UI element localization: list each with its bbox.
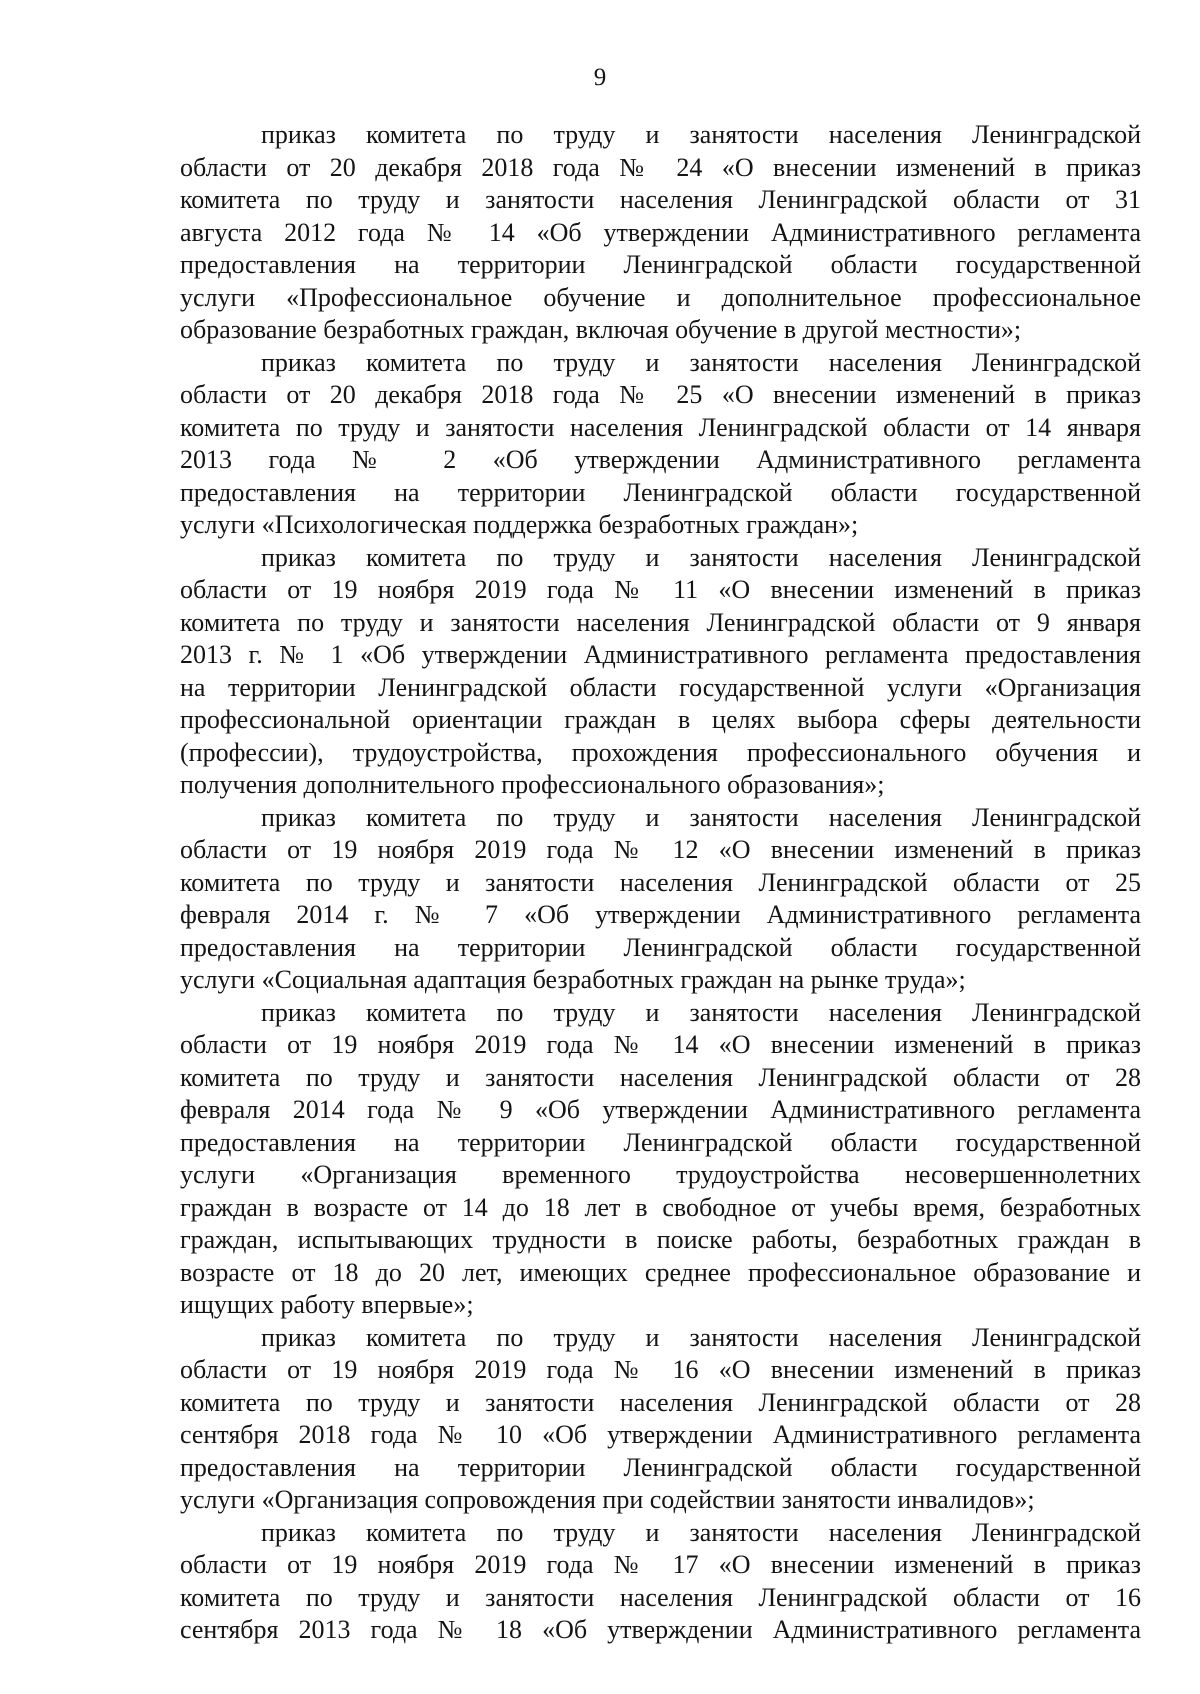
paragraph-line: на территории Ленинградской области государственной услуги «Организация: [180, 672, 1141, 702]
paragraph-line: комитета по труду и занятости населения Ленинградской области от 31: [180, 185, 1141, 214]
paragraph-line: приказ комитета по труду и занятости населения Ленинградской: [261, 347, 1141, 377]
paragraph-line: февраля 2014 года № 9 «Об утверждении Административного регламента: [180, 1095, 1141, 1124]
paragraph-line: приказ комитета по труду и занятости населения Ленинградской: [261, 997, 1141, 1027]
paragraph-line: ищущих работу впервые»;: [180, 1290, 474, 1319]
paragraph-line: приказ комитета по труду и занятости населения Ленинградской: [261, 802, 1141, 832]
paragraph-line: 2013 года № 2 «Об утверждении Административного регламента: [180, 445, 1141, 474]
paragraph-line: области от 19 ноября 2019 года № 14 «О внесении изменений в приказ: [180, 1030, 1141, 1059]
paragraph-line: (профессии), трудоустройства, прохождения профессионального обучения и: [180, 737, 1141, 767]
paragraph-line: услуги «Организация временного трудоустройства несовершеннолетних: [180, 1160, 1141, 1189]
paragraph-line: предоставления на территории Ленинградской области государственной: [180, 250, 1141, 279]
order-paragraph: [180, 997, 1141, 1322]
paragraph-line: предоставления на территории Ленинградской области государственной: [180, 932, 1141, 962]
order-paragraph: [180, 802, 1141, 997]
paragraph-line: сентября 2013 года № 18 «Об утверждении Административного регламента: [180, 1615, 1141, 1644]
document-body: [180, 119, 1141, 1647]
paragraph-line: приказ комитета по труду и занятости населения Ленинградской: [261, 1517, 1141, 1547]
paragraph-line: возрасте от 18 до 20 лет, имеющих среднее профессиональное образование и: [180, 1257, 1141, 1287]
paragraph-line: области от 19 ноября 2019 года № 12 «О внесении изменений в приказ: [180, 835, 1141, 864]
paragraph-line: комитета по труду и занятости населения Ленинградской области от 28: [180, 1387, 1141, 1417]
paragraph-line: предоставления на территории Ленинградской области государственной: [180, 1452, 1141, 1482]
paragraph-line: области от 19 ноября 2019 года № 17 «О внесении изменений в приказ: [180, 1550, 1141, 1579]
paragraph-line: августа 2012 года № 14 «Об утверждении Административного регламента: [180, 217, 1141, 247]
paragraph-line: приказ комитета по труду и занятости населения Ленинградской: [261, 1322, 1141, 1352]
paragraph-line: области от 20 декабря 2018 года № 25 «О внесении изменений в приказ: [180, 380, 1141, 409]
paragraph-line: приказ комитета по труду и занятости населения Ленинградской: [261, 120, 1141, 149]
paragraph-line: предоставления на территории Ленинградской области государственной: [180, 1127, 1141, 1157]
order-paragraph: [180, 1322, 1141, 1517]
paragraph-line: граждан, испытывающих трудности в поиске работы, безработных граждан в: [180, 1225, 1141, 1254]
paragraph-line: комитета по труду и занятости населения Ленинградской области от 28: [180, 1062, 1141, 1092]
paragraph-line: комитета по труду и занятости населения Ленинградской области от 25: [180, 867, 1141, 897]
order-paragraph: [180, 1517, 1141, 1647]
paragraph-line: области от 20 декабря 2018 года № 24 «О внесении изменений в приказ: [180, 152, 1141, 182]
paragraph-line: профессиональной ориентации граждан в целях выбора сферы деятельности: [180, 705, 1141, 734]
page-number: 9: [593, 64, 607, 91]
paragraph-line: услуги «Социальная адаптация безработных граждан на рынке труда»;: [180, 965, 966, 994]
order-paragraph: [180, 119, 1141, 347]
paragraph-line: предоставления на территории Ленинградской области государственной: [180, 477, 1141, 507]
paragraph-line: комитета по труду и занятости населения Ленинградской области от 9 января: [180, 607, 1141, 637]
paragraph-line: сентября 2018 года № 10 «Об утверждении Административного регламента: [180, 1420, 1141, 1449]
paragraph-line: услуги «Профессиональное обучение и дополнительное профессиональное: [180, 282, 1141, 312]
paragraph-line: области от 19 ноября 2019 года № 16 «О внесении изменений в приказ: [180, 1355, 1141, 1384]
paragraph-line: февраля 2014 г. № 7 «Об утверждении Административного регламента: [180, 900, 1141, 929]
paragraph-line: 2013 г. № 1 «Об утверждении Административного регламента предоставления: [180, 640, 1141, 669]
order-paragraph: [180, 542, 1141, 802]
paragraph-line: услуги «Организация сопровождения при содействии занятости инвалидов»;: [180, 1485, 1035, 1514]
paragraph-line: получения дополнительного профессионального образования»;: [180, 770, 885, 799]
order-paragraph: [180, 347, 1141, 542]
paragraph-line: граждан в возрасте от 14 до 18 лет в свободное от учебы время, безработных: [180, 1192, 1141, 1222]
paragraph-line: услуги «Психологическая поддержка безработных граждан»;: [180, 510, 859, 539]
paragraph-line: комитета по труду и занятости населения Ленинградской области от 14 января: [180, 412, 1141, 442]
paragraph-line: приказ комитета по труду и занятости населения Ленинградской: [261, 542, 1141, 572]
paragraph-line: области от 19 ноября 2019 года № 11 «О внесении изменений в приказ: [180, 575, 1141, 604]
paragraph-line: комитета по труду и занятости населения Ленинградской области от 16: [180, 1582, 1141, 1612]
paragraph-line: образование безработных граждан, включая обучение в другой местности»;: [180, 315, 1022, 344]
